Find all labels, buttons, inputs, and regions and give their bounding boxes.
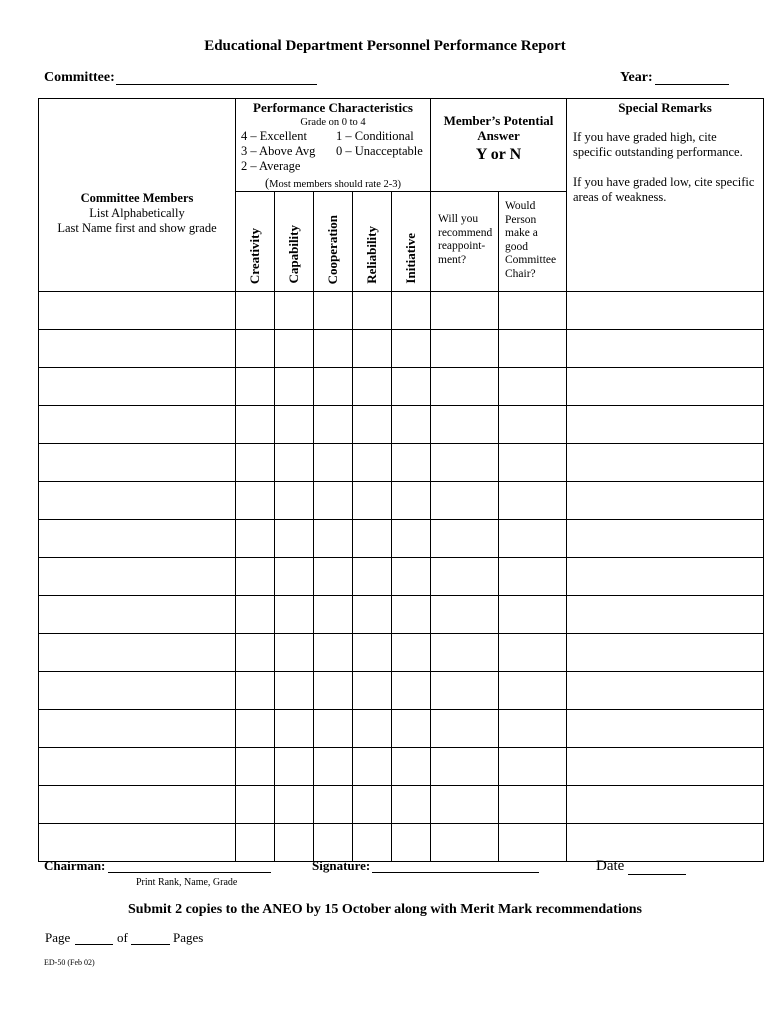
- reliability-cell[interactable]: [353, 520, 392, 558]
- entry-row: [39, 748, 764, 786]
- members-header-cell: [39, 99, 236, 292]
- chair-cell[interactable]: [499, 710, 567, 748]
- chair-cell[interactable]: [499, 748, 567, 786]
- cooperation-cell[interactable]: [314, 596, 353, 634]
- performance-header-cell: [236, 99, 431, 192]
- capability-cell[interactable]: [275, 444, 314, 482]
- cooperation-cell[interactable]: [314, 444, 353, 482]
- initiative-cell[interactable]: [392, 406, 431, 444]
- scale-0: 0 – Unacceptable: [336, 144, 423, 158]
- entry-row: [39, 482, 764, 520]
- creativity-cell[interactable]: [236, 710, 275, 748]
- remarks-cell[interactable]: [567, 292, 764, 330]
- members-header-line2: List Alphabetically: [89, 205, 185, 220]
- initiative-cell[interactable]: [392, 596, 431, 634]
- entry-row: [39, 786, 764, 824]
- capability-cell[interactable]: [275, 482, 314, 520]
- capability-cell[interactable]: [275, 558, 314, 596]
- col-reappoint: [431, 192, 499, 292]
- remarks-header-cell: [567, 99, 764, 292]
- cooperation-cell[interactable]: [314, 634, 353, 672]
- creativity-cell[interactable]: [236, 748, 275, 786]
- reliability-cell[interactable]: [353, 596, 392, 634]
- creativity-cell[interactable]: [236, 444, 275, 482]
- col-reliability: [353, 192, 392, 292]
- scale-2: 2 – Average: [241, 159, 301, 173]
- q1-line4: ment?: [438, 253, 467, 266]
- chair-cell[interactable]: [499, 444, 567, 482]
- creativity-cell[interactable]: [236, 368, 275, 406]
- initiative-cell[interactable]: [392, 748, 431, 786]
- performance-subtitle: Grade on 0 to 4: [300, 117, 366, 128]
- remarks-cell[interactable]: [567, 672, 764, 710]
- form-title: Educational Department Personnel Performance Report: [204, 38, 566, 54]
- reappoint-cell[interactable]: [431, 368, 499, 406]
- cooperation-cell[interactable]: [314, 482, 353, 520]
- remarks-cell[interactable]: [567, 368, 764, 406]
- chair-cell[interactable]: [499, 520, 567, 558]
- reliability-cell[interactable]: [353, 292, 392, 330]
- capability-cell[interactable]: [275, 368, 314, 406]
- remarks-cell[interactable]: [567, 596, 764, 634]
- capability-cell[interactable]: [275, 824, 314, 862]
- initiative-cell[interactable]: [392, 786, 431, 824]
- date-field[interactable]: [628, 860, 686, 875]
- cooperation-cell[interactable]: [314, 406, 353, 444]
- submit-instruction: Submit 2 copies to the ANEO by 15 October along with Merit Mark recommendations: [128, 902, 642, 917]
- members-header-title: Committee Members: [80, 190, 194, 205]
- initiative-cell[interactable]: [392, 672, 431, 710]
- of-label: of: [117, 930, 128, 945]
- member-name-cell[interactable]: [39, 634, 236, 672]
- reappoint-cell[interactable]: [431, 786, 499, 824]
- member-name-cell[interactable]: [39, 482, 236, 520]
- chair-cell[interactable]: [499, 634, 567, 672]
- member-name-cell[interactable]: [39, 520, 236, 558]
- creativity-cell[interactable]: [236, 786, 275, 824]
- creativity-cell[interactable]: [236, 482, 275, 520]
- chair-cell[interactable]: [499, 786, 567, 824]
- member-name-cell[interactable]: [39, 786, 236, 824]
- reappoint-cell[interactable]: [431, 292, 499, 330]
- q2-line1: Would: [505, 200, 536, 212]
- chairman-label: Chairman:: [44, 858, 106, 873]
- cooperation-cell[interactable]: [314, 672, 353, 710]
- remarks-cell[interactable]: [567, 824, 764, 862]
- col-cooperation: [314, 192, 353, 292]
- member-name-cell[interactable]: [39, 672, 236, 710]
- chair-question: [499, 192, 566, 281]
- initiative-cell[interactable]: [392, 520, 431, 558]
- reappoint-cell[interactable]: [431, 444, 499, 482]
- reliability-cell[interactable]: [353, 444, 392, 482]
- page-number-field[interactable]: [75, 930, 113, 945]
- reliability-cell[interactable]: [353, 710, 392, 748]
- col-capability: [275, 192, 314, 292]
- member-name-cell[interactable]: [39, 748, 236, 786]
- capability-cell[interactable]: [275, 710, 314, 748]
- chair-cell[interactable]: [499, 406, 567, 444]
- scale-4: 4 – Excellent: [241, 129, 307, 143]
- member-name-cell[interactable]: [39, 710, 236, 748]
- chair-cell[interactable]: [499, 596, 567, 634]
- reappoint-cell[interactable]: [431, 558, 499, 596]
- remarks-cell[interactable]: [567, 444, 764, 482]
- chair-cell[interactable]: [499, 558, 567, 596]
- reliability-cell[interactable]: [353, 824, 392, 862]
- q2-line6: Chair?: [505, 267, 536, 280]
- reappoint-question: [431, 192, 498, 267]
- q1-line2: recommend: [438, 226, 493, 239]
- remarks-high-text: If you have graded high, cite specific outstanding performance.: [573, 130, 743, 159]
- col-chair: [499, 192, 567, 292]
- reliability-cell[interactable]: [353, 748, 392, 786]
- chair-cell[interactable]: [499, 330, 567, 368]
- reappoint-cell[interactable]: [431, 824, 499, 862]
- potential-header-cell: [431, 99, 567, 192]
- capability-cell[interactable]: [275, 330, 314, 368]
- potential-title: [431, 113, 566, 143]
- remarks-cell[interactable]: [567, 710, 764, 748]
- member-name-cell[interactable]: [39, 596, 236, 634]
- capability-cell[interactable]: [275, 596, 314, 634]
- chair-cell[interactable]: [499, 482, 567, 520]
- col-creativity: [236, 192, 275, 292]
- creativity-cell[interactable]: [236, 672, 275, 710]
- performance-table: [38, 98, 764, 862]
- creativity-cell[interactable]: [236, 330, 275, 368]
- remarks-cell[interactable]: [567, 520, 764, 558]
- capability-cell[interactable]: [275, 786, 314, 824]
- note-text: Most members should rate 2-3): [269, 179, 401, 190]
- chair-cell[interactable]: [499, 368, 567, 406]
- entry-row: [39, 368, 764, 406]
- reliability-cell[interactable]: [353, 786, 392, 824]
- entry-row: [39, 824, 764, 862]
- member-name-cell[interactable]: [39, 558, 236, 596]
- initiative-cell[interactable]: [392, 444, 431, 482]
- committee-field[interactable]: [116, 70, 317, 85]
- col-initiative-label: Initiative: [403, 233, 418, 284]
- chair-cell[interactable]: [499, 292, 567, 330]
- remarks-cell[interactable]: [567, 558, 764, 596]
- reappoint-cell[interactable]: [431, 596, 499, 634]
- col-cooperation-label: Cooperation: [325, 214, 340, 284]
- cooperation-cell[interactable]: [314, 748, 353, 786]
- entry-row: [39, 292, 764, 330]
- entry-row: [39, 596, 764, 634]
- reappoint-cell[interactable]: [431, 710, 499, 748]
- pages-label: Pages: [173, 930, 204, 945]
- performance-title: Performance Characteristics: [253, 100, 413, 115]
- capability-cell[interactable]: [275, 520, 314, 558]
- remarks-cell[interactable]: [567, 482, 764, 520]
- performance-note: [236, 176, 430, 191]
- entry-row: [39, 558, 764, 596]
- chairman-field[interactable]: [108, 858, 271, 873]
- reliability-cell[interactable]: [353, 672, 392, 710]
- yes-no-label: Y or N: [475, 146, 522, 163]
- reappoint-cell[interactable]: [431, 406, 499, 444]
- q1-line3: reappoint-: [438, 240, 486, 252]
- q2-line3: make a: [505, 227, 538, 239]
- entry-row: [39, 520, 764, 558]
- members-header-line3: Last Name first and show grade: [57, 220, 217, 235]
- reliability-cell[interactable]: [353, 482, 392, 520]
- entry-row: [39, 672, 764, 710]
- member-name-cell[interactable]: [39, 406, 236, 444]
- col-initiative: [392, 192, 431, 292]
- capability-cell[interactable]: [275, 634, 314, 672]
- cooperation-cell[interactable]: [314, 558, 353, 596]
- q2-line4: good: [505, 240, 528, 253]
- reappoint-cell[interactable]: [431, 634, 499, 672]
- remarks-cell[interactable]: [567, 748, 764, 786]
- remarks-cell[interactable]: [567, 406, 764, 444]
- initiative-cell[interactable]: [392, 558, 431, 596]
- initiative-cell[interactable]: [392, 824, 431, 862]
- q2-line2: Person: [505, 213, 537, 226]
- capability-cell[interactable]: [275, 672, 314, 710]
- col-creativity-label: Creativity: [247, 227, 262, 284]
- potential-title-line1: Member’s Potential: [443, 113, 554, 128]
- remarks-cell[interactable]: [567, 330, 764, 368]
- member-name-cell[interactable]: [39, 292, 236, 330]
- committee-label: Committee:: [44, 70, 115, 85]
- initiative-cell[interactable]: [392, 368, 431, 406]
- entry-row: [39, 330, 764, 368]
- initiative-cell[interactable]: [392, 330, 431, 368]
- scale-3: 3 – Above Avg: [241, 144, 316, 158]
- reappoint-cell[interactable]: [431, 748, 499, 786]
- creativity-cell[interactable]: [236, 596, 275, 634]
- scale-1: 1 – Conditional: [336, 129, 414, 143]
- grade-scale: [241, 129, 430, 174]
- initiative-cell[interactable]: [392, 710, 431, 748]
- creativity-cell[interactable]: [236, 824, 275, 862]
- reliability-cell[interactable]: [353, 330, 392, 368]
- q2-line5: Committee: [505, 254, 557, 266]
- cooperation-cell[interactable]: [314, 292, 353, 330]
- entry-row: [39, 634, 764, 672]
- chair-cell[interactable]: [499, 672, 567, 710]
- remarks-cell[interactable]: [567, 786, 764, 824]
- cooperation-cell[interactable]: [314, 786, 353, 824]
- initiative-cell[interactable]: [392, 482, 431, 520]
- remarks-low-text: If you have graded low, cite specific areas of weakness.: [573, 175, 755, 204]
- page-label: Page: [45, 930, 71, 945]
- reliability-cell[interactable]: [353, 368, 392, 406]
- total-pages-field[interactable]: [131, 930, 170, 945]
- creativity-cell[interactable]: [236, 406, 275, 444]
- reappoint-cell[interactable]: [431, 482, 499, 520]
- note-paren: (: [265, 176, 270, 190]
- member-name-cell[interactable]: [39, 824, 236, 862]
- date-label: Date: [596, 858, 625, 874]
- member-name-cell[interactable]: [39, 368, 236, 406]
- cooperation-cell[interactable]: [314, 368, 353, 406]
- remarks-cell[interactable]: [567, 634, 764, 672]
- cooperation-cell[interactable]: [314, 330, 353, 368]
- col-capability-label: Capability: [286, 225, 301, 284]
- reappoint-cell[interactable]: [431, 520, 499, 558]
- col-reliability-label: Reliability: [364, 226, 379, 284]
- member-name-cell[interactable]: [39, 444, 236, 482]
- creativity-cell[interactable]: [236, 558, 275, 596]
- remarks-title: Special Remarks: [618, 100, 712, 115]
- reliability-cell[interactable]: [353, 558, 392, 596]
- capability-cell[interactable]: [275, 748, 314, 786]
- cooperation-cell[interactable]: [314, 520, 353, 558]
- form-id: ED-50 (Feb 02): [44, 958, 95, 967]
- cooperation-cell[interactable]: [314, 710, 353, 748]
- capability-cell[interactable]: [275, 406, 314, 444]
- year-field[interactable]: [655, 70, 729, 85]
- reliability-cell[interactable]: [353, 406, 392, 444]
- chair-cell[interactable]: [499, 824, 567, 862]
- reappoint-cell[interactable]: [431, 330, 499, 368]
- entry-row: [39, 406, 764, 444]
- initiative-cell[interactable]: [392, 634, 431, 672]
- cooperation-cell[interactable]: [314, 824, 353, 862]
- creativity-cell[interactable]: [236, 292, 275, 330]
- initiative-cell[interactable]: [392, 292, 431, 330]
- signature-label: Signature:: [312, 858, 371, 873]
- potential-title-line2: Answer: [477, 128, 520, 143]
- signature-field[interactable]: [372, 858, 539, 873]
- entry-row: [39, 710, 764, 748]
- q1-line1: Will you: [438, 213, 479, 225]
- year-label: Year:: [620, 70, 653, 85]
- member-name-cell[interactable]: [39, 330, 236, 368]
- reliability-cell[interactable]: [353, 634, 392, 672]
- capability-cell[interactable]: [275, 292, 314, 330]
- chairman-hint: Print Rank, Name, Grade: [136, 877, 238, 888]
- creativity-cell[interactable]: [236, 634, 275, 672]
- reappoint-cell[interactable]: [431, 672, 499, 710]
- creativity-cell[interactable]: [236, 520, 275, 558]
- entry-row: [39, 444, 764, 482]
